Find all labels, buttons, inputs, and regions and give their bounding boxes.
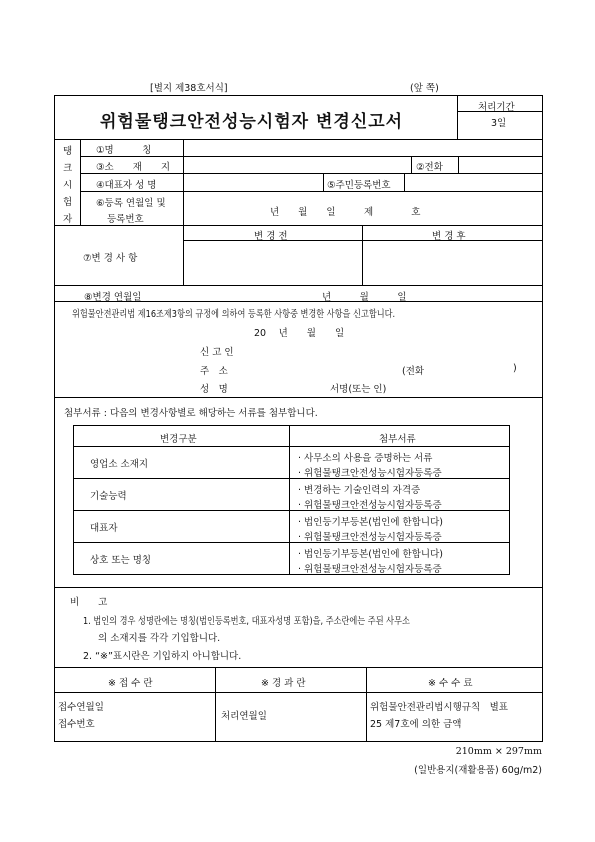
name-field[interactable]: [185, 141, 541, 155]
form-title: 위험물탱크안전성능시험자 변경신고서: [100, 112, 404, 132]
declaration-date: 20 년 월 일: [254, 328, 345, 339]
table-row-doc: · 법인등기부등본(법인에 한합니다): [298, 517, 443, 528]
fee-text-line1: 위험물안전관리법시행규칙 별표: [370, 702, 508, 713]
processing-period-label: 처리기간: [478, 102, 515, 113]
table-row-type: 대표자: [90, 523, 118, 534]
registration-value: 년 월 일 제 호: [270, 207, 421, 218]
address-label: ③소 재 지: [96, 162, 171, 173]
name-label: ①명 칭: [96, 145, 152, 156]
note-1-line2: 의 소재지를 각각 기입합니다.: [98, 633, 221, 644]
note-2: 2. “※”표시란은 기입하지 아니합니다.: [83, 651, 242, 662]
after-change-field[interactable]: [364, 242, 541, 283]
reporter-phone-close: ): [513, 363, 517, 374]
representative-label: ④대표자 성 명: [96, 180, 157, 191]
change-date-label: ⑧변경 연월일: [84, 292, 142, 303]
table-row-doc: · 위험물탱크안전성능시험자등록증: [298, 564, 442, 575]
after-change-header: 변 경 후: [432, 231, 466, 242]
processing-period-value: 3일: [491, 118, 507, 129]
reporter-label: 신 고 인: [200, 347, 234, 358]
notes-label: 비 고: [70, 597, 108, 608]
page-side-label: (앞 쪽): [410, 83, 439, 94]
receipt-header: ※ 접 수 란: [108, 678, 153, 689]
table-row-type: 영업소 소재지: [90, 459, 149, 470]
reporter-name-label: 성 명: [200, 384, 228, 395]
address-field[interactable]: [185, 158, 409, 172]
resident-number-field[interactable]: [406, 175, 541, 189]
process-date-label: 처리연월일: [221, 711, 267, 722]
form-number: [별지 제38호서식]: [150, 83, 228, 94]
phone-field[interactable]: [460, 158, 541, 172]
reporter-phone-label: (전화: [402, 366, 425, 377]
reporter-address-label: 주 소: [200, 366, 228, 377]
before-change-field[interactable]: [185, 242, 360, 283]
table-row-doc: · 법인등기부등본(법인에 한합니다): [298, 549, 443, 560]
phone-label: ②전화: [416, 162, 443, 173]
change-items-label: ⑦변 경 사 항: [83, 253, 138, 264]
table-row-doc: · 변경하는 기술인력의 자격증: [298, 485, 421, 496]
attachments-col-type: 변경구분: [160, 434, 197, 445]
before-change-header: 변 경 전: [254, 231, 288, 242]
registration-label-line1: ⑥등록 연월일 및: [96, 198, 166, 209]
change-date-value: 년 월 일: [322, 292, 407, 303]
receipt-date-label: 접수연월일: [58, 702, 104, 713]
table-row-doc: · 위험물탱크안전성능시험자등록증: [298, 468, 442, 479]
paper-type: (일반용지(재활용품) 60g/m2): [414, 765, 542, 776]
fee-header: ※ 수 수 료: [428, 678, 473, 689]
table-row-doc: · 사무소의 사용을 증명하는 서류: [298, 453, 433, 464]
note-1-line1: 1. 법인의 경우 성명란에는 명칭(법인등록번호, 대표자성명 포함)을, 주소란에는 주된 사무소: [83, 616, 410, 627]
paper-size: 210mm × 297mm: [455, 746, 542, 757]
progress-header: ※ 경 과 란: [261, 678, 306, 689]
receipt-number-label: 접수번호: [58, 719, 95, 730]
signature-label: 서명(또는 인): [330, 384, 387, 395]
attachments-intro: 첨부서류 : 다음의 변경사항별로 해당하는 서류를 첨부합니다.: [64, 408, 318, 419]
table-row-doc: · 위험물탱크안전성능시험자등록증: [298, 500, 442, 511]
table-row-type: 상호 또는 명칭: [90, 555, 152, 566]
resident-number-label: ⑤주민등록번호: [327, 180, 391, 191]
declaration-text: 위험물안전관리법 제16조제3항의 규정에 의하여 등록한 사항중 변경한 사항을 신고합니다.: [72, 309, 396, 320]
attachments-col-docs: 첨부서류: [379, 434, 416, 445]
representative-field[interactable]: [185, 175, 321, 189]
table-row-type: 기술능력: [90, 491, 127, 502]
table-row-doc: · 위험물탱크안전성능시험자등록증: [298, 532, 442, 543]
registration-label-line2: 등록번호: [107, 214, 144, 225]
fee-text-line2: 25 제7호에 의한 금액: [370, 719, 462, 730]
